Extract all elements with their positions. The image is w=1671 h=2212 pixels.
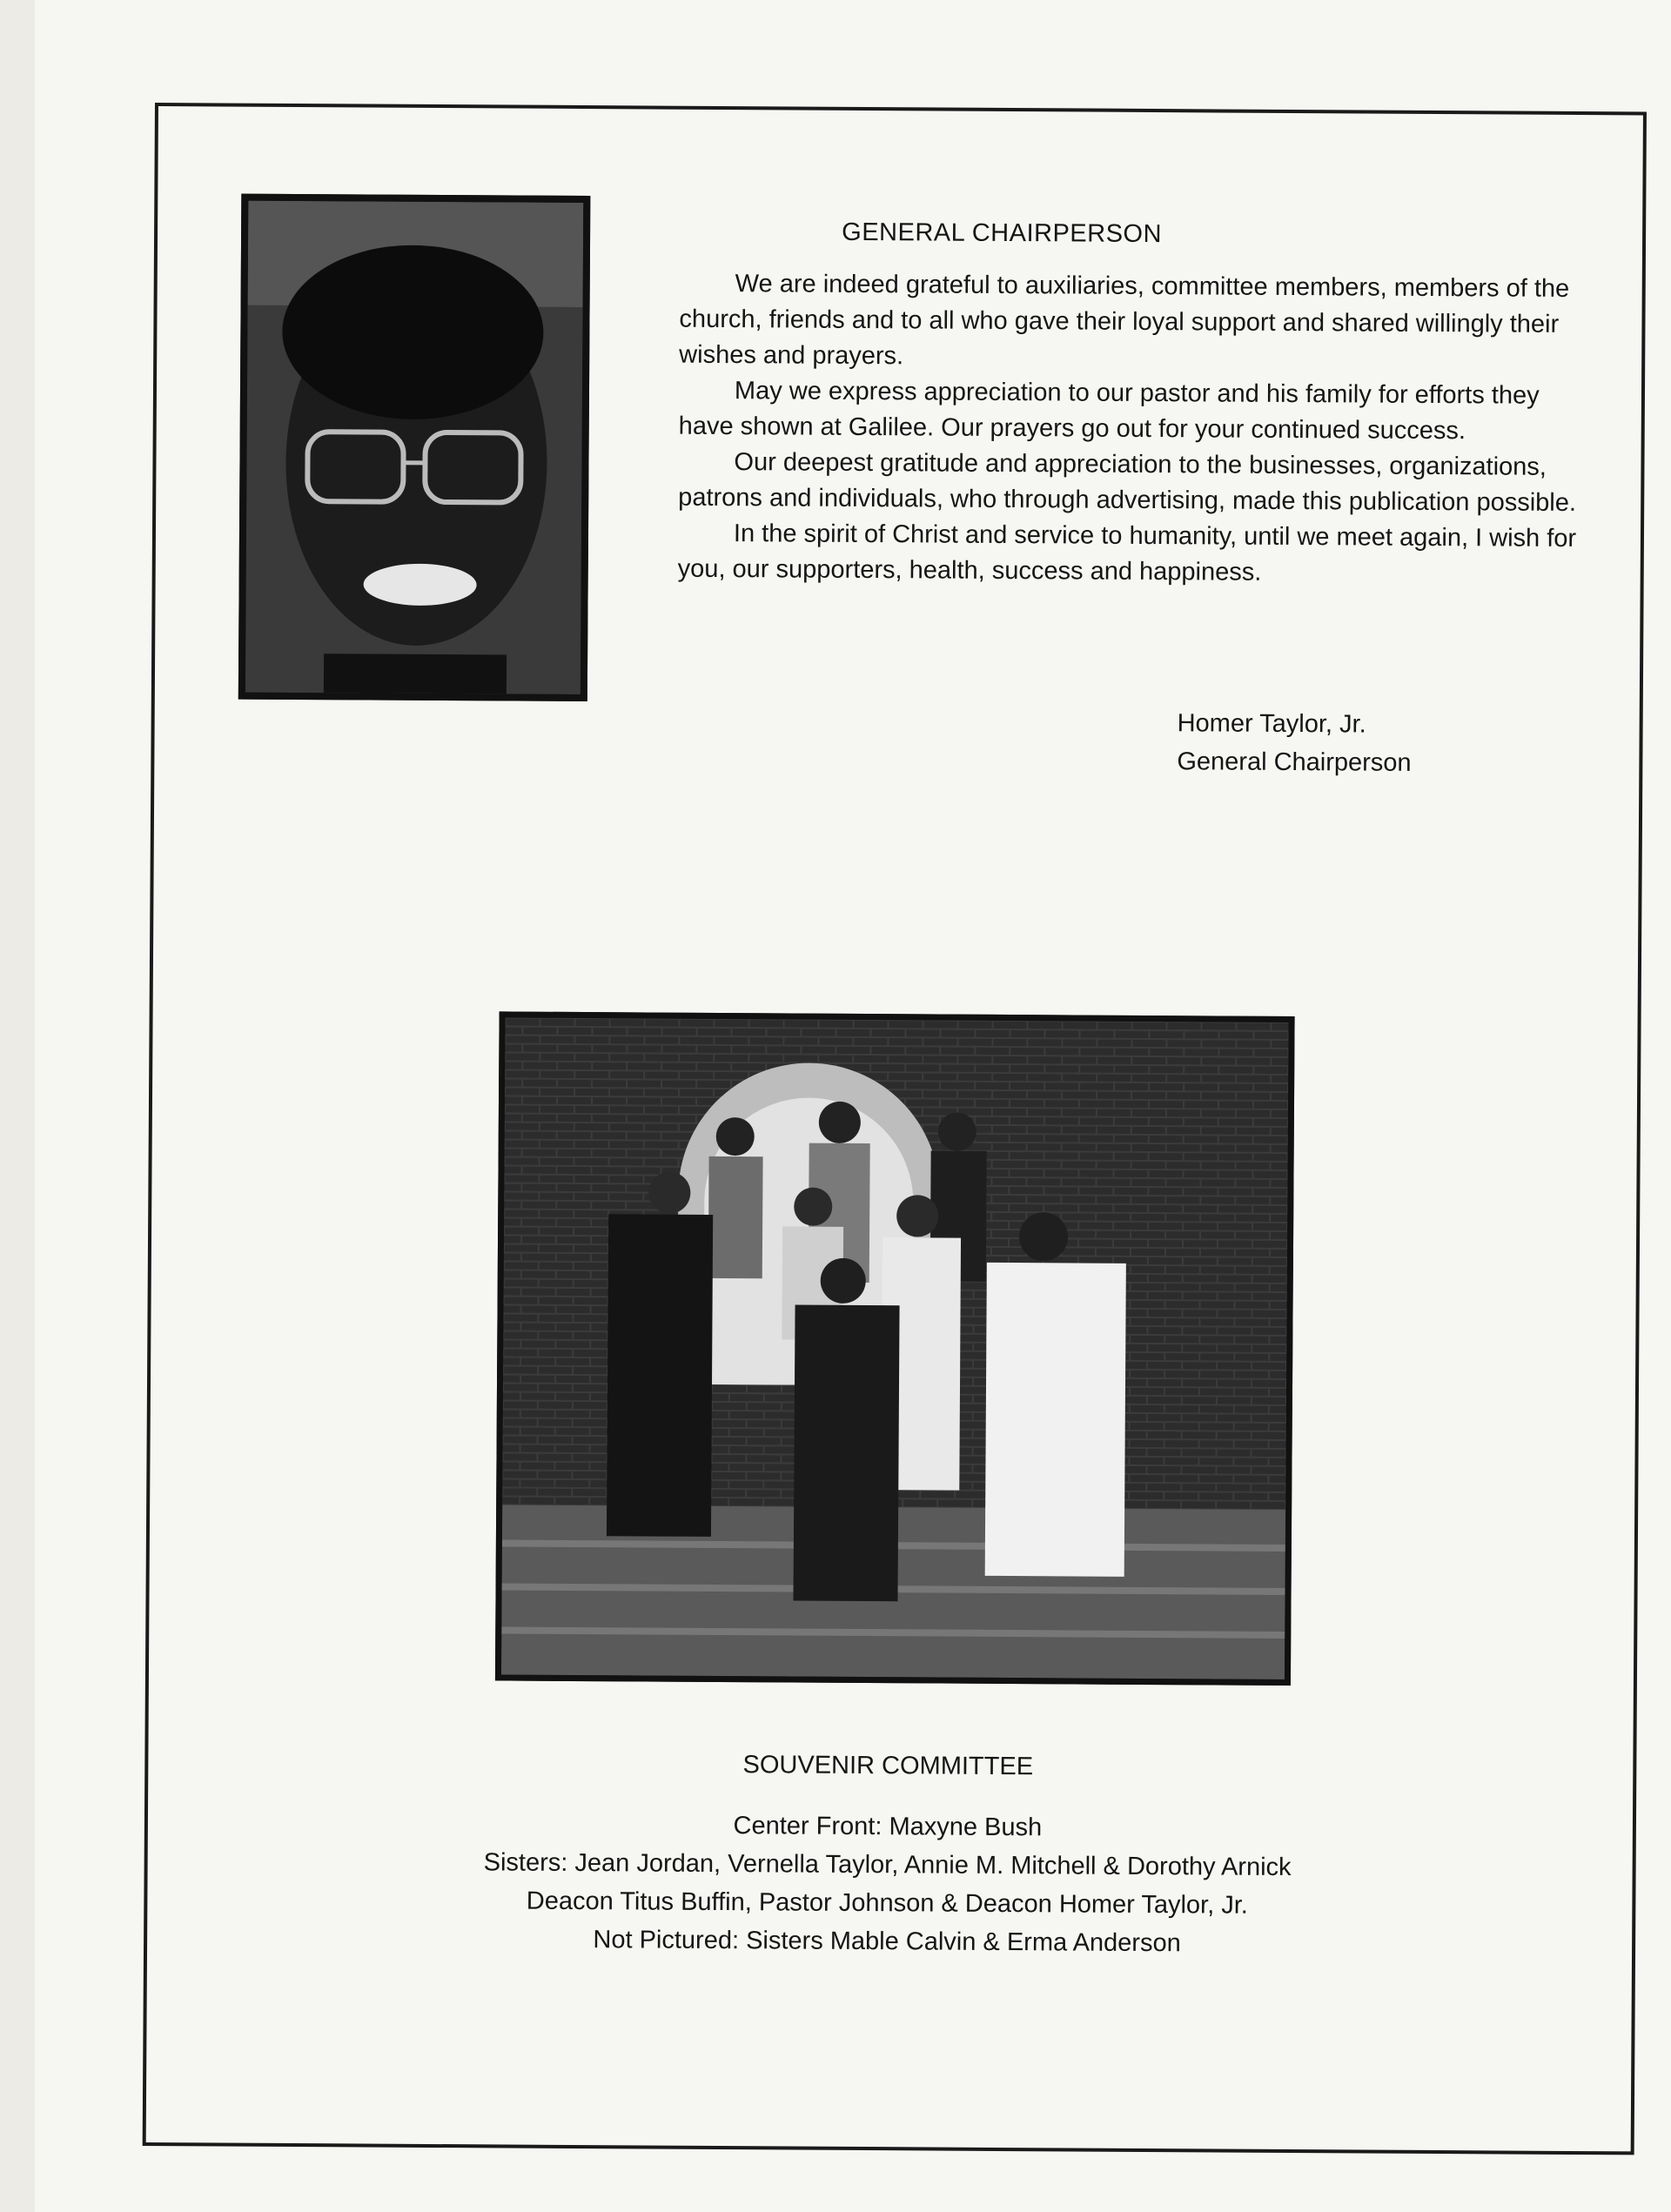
page xyxy=(35,0,1671,2212)
letter-paragraph: We are indeed grateful to auxiliaries, committee members, members of the church, friends and to all who gave their loyal support and shared willingly their wishes and prayers. xyxy=(679,270,1570,371)
signature-name: Homer Taylor, Jr. xyxy=(1177,709,1366,739)
chairperson-portrait xyxy=(238,194,591,701)
committee-caption xyxy=(321,1743,1453,1964)
committee-line: Sisters: Jean Jordan, Vernella Taylor, Annie M. Mitchell & Dorothy Arnick xyxy=(483,1848,1292,1882)
letter-paragraph: In the spirit of Christ and service to humanity, until we meet again, I wish for you, our supporters, health, success and happiness. xyxy=(677,519,1577,587)
signature-title: General Chairperson xyxy=(1177,747,1412,777)
letter-paragraph: Our deepest gratitude and appreciation to the businesses, organizations, patrons and individuals, who through advertising, made this publication possible. xyxy=(678,448,1577,517)
signature-block xyxy=(1177,704,1412,782)
committee-title: SOUVENIR COMMITTEE xyxy=(742,1751,1034,1781)
committee-line: Center Front: Maxyne Bush xyxy=(733,1812,1043,1842)
committee-line: Deacon Titus Buffin, Pastor Johnson & Deacon Homer Taylor, Jr. xyxy=(526,1887,1248,1920)
chairperson-heading: GENERAL CHAIRPERSON xyxy=(842,218,1163,249)
page-border xyxy=(143,103,1647,2155)
committee-group-photo xyxy=(495,1011,1295,1686)
chairperson-letter xyxy=(678,266,1585,593)
committee-line: Not Pictured: Sisters Mable Calvin & Erma Anderson xyxy=(593,1926,1181,1958)
letter-paragraph: May we express appreciation to our pastor and his family for efforts they have shown at Galilee. Our prayers go out for your continued success. xyxy=(678,377,1540,446)
